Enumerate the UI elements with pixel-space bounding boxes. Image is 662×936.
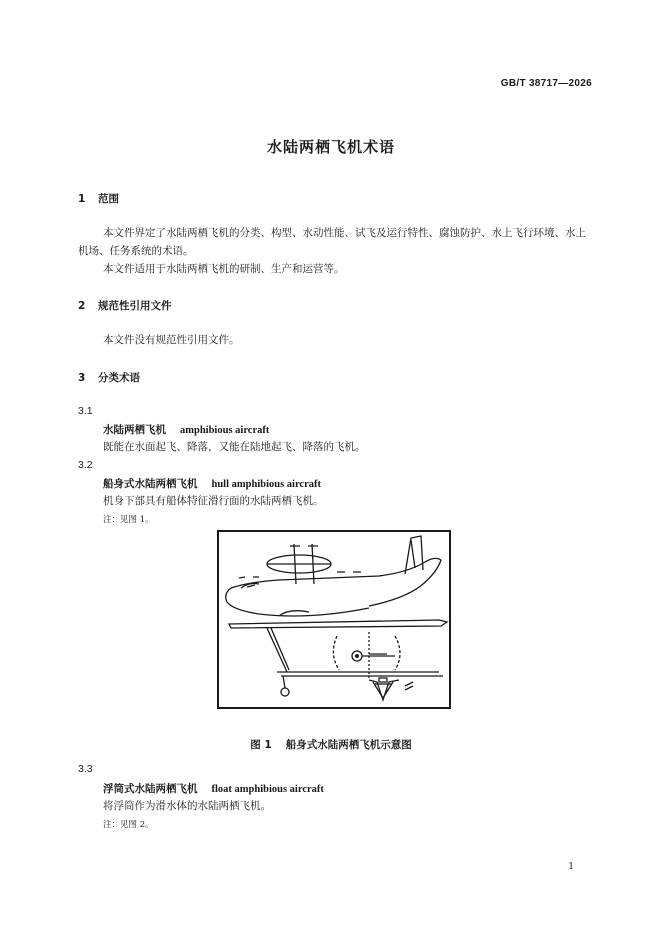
term-note: 注：见图 1。 — [103, 515, 154, 525]
document-title: 水陆两栖飞机术语 — [266, 138, 395, 156]
term-number: 3.3 — [78, 763, 93, 775]
normative-paragraph: 本文件没有规范性引用文件。 — [103, 334, 240, 346]
term-en: amphibious aircraft — [180, 425, 270, 436]
term-zh: 浮筒式水陆两栖飞机 — [103, 783, 198, 795]
term-en: float amphibious aircraft — [211, 784, 324, 795]
aircraft-illustration — [219, 532, 449, 707]
term-definition: 既能在水面起飞、降落，又能在陆地起飞、降落的飞机。 — [103, 441, 366, 453]
term-definition: 将浮筒作为滑水体的水陆两栖飞机。 — [103, 800, 271, 812]
page-number: 1 — [568, 862, 574, 872]
scope-paragraph-2: 本文件适用于水陆两栖飞机的研制、生产和运营等。 — [103, 263, 345, 275]
term-en: hull amphibious aircraft — [211, 479, 321, 490]
figure-1-caption — [0, 737, 662, 752]
section-number: 2 — [78, 300, 86, 312]
figure-1-hull-amphibious-aircraft — [217, 530, 451, 709]
section-heading-1 — [78, 191, 119, 206]
term-note: 注：见图 2。 — [103, 820, 154, 830]
term-number: 3.2 — [78, 459, 93, 471]
term-number: 3.1 — [78, 405, 93, 417]
term-zh: 水陆两栖飞机 — [103, 424, 166, 436]
term-zh: 船身式水陆两栖飞机 — [103, 478, 198, 490]
section-title: 范围 — [98, 193, 119, 205]
term-entry — [103, 781, 324, 796]
term-definition: 机身下部具有船体特征滑行面的水陆两栖飞机。 — [103, 495, 324, 507]
figure-label: 图 1 — [250, 739, 272, 751]
scope-paragraph-1: 本文件界定了水陆两栖飞机的分类、构型、水动性能、试飞及运行特性、腐蚀防护、水上飞行环境、水上机场、任务系统的术语。 — [78, 227, 586, 257]
section-heading-2 — [78, 298, 172, 313]
figure-caption-text: 船身式水陆两栖飞机示意图 — [285, 739, 412, 751]
standard-number: GB/T 38717—2026 — [500, 78, 592, 89]
section-heading-3 — [78, 370, 140, 385]
section-title: 规范性引用文件 — [98, 300, 172, 312]
section-number: 3 — [78, 372, 86, 384]
section-number: 1 — [78, 193, 86, 205]
term-entry — [103, 422, 269, 437]
term-entry — [103, 476, 321, 491]
section-title: 分类术语 — [98, 372, 140, 384]
